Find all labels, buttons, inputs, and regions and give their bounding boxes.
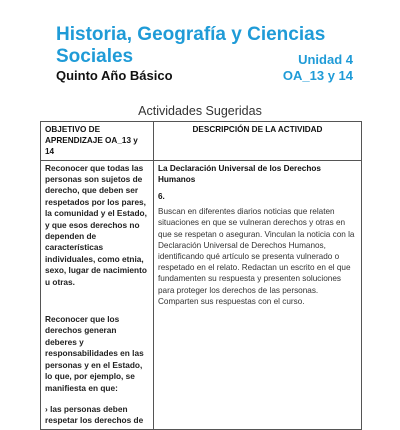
objective-cell	[41, 160, 154, 429]
grade-label: Quinto Año Básico	[56, 68, 173, 83]
activity-number: 6.	[158, 192, 165, 202]
objective-1: Reconocer que todas las personas son sujetos de derecho, que deben ser respetados por los pares, la comunidad y el Estado, y que esos derechos no dependen de características individuales, como etnia, sexo, lugar de nacimiento u otras.	[45, 162, 147, 287]
table-header-row	[41, 122, 362, 161]
activity-title: La Declaración Universal de los Derechos Humanos	[158, 163, 321, 184]
oa-label: OA_13 y 14	[282, 68, 353, 83]
objective-column-header: OBJETIVO DE APRENDIZAJE OA_13 y 14	[41, 122, 154, 161]
subject-title-line1: Historia, Geografía y Ciencias	[56, 24, 326, 45]
subject-title-line2: Sociales	[56, 46, 134, 67]
activity-cell	[154, 160, 362, 429]
activity-description: Buscan en diferentes diarios noticias que relaten situaciones en que se vulneran derechos y otras en que se respetan o aseguran. Vinculan la noticia con la Declaración Universal de Derechos Humanos, identificando qué artículo se presenta vulnerado o respetado en el relato. Redactan un escrito en el que fundamenten su respuesta y presenten soluciones para proteger los derechos de las personas. Comparten sus respuestas con el curso.	[158, 207, 355, 306]
objective-2: Reconocer que los derechos generan deberes y responsabilidades en las personas y en el Estado, lo que, por ejemplo, se manifiesta en que:	[45, 314, 144, 393]
table-row	[41, 160, 362, 429]
activities-table	[40, 121, 362, 430]
activity-column-header: DESCRIPCIÓN DE LA ACTIVIDAD	[154, 122, 362, 161]
section-title: Actividades Sugeridas	[138, 104, 262, 118]
unit-label: Unidad 4	[298, 52, 353, 67]
objective-2-bullet: › las personas deben respetar los derechos de	[45, 403, 144, 426]
